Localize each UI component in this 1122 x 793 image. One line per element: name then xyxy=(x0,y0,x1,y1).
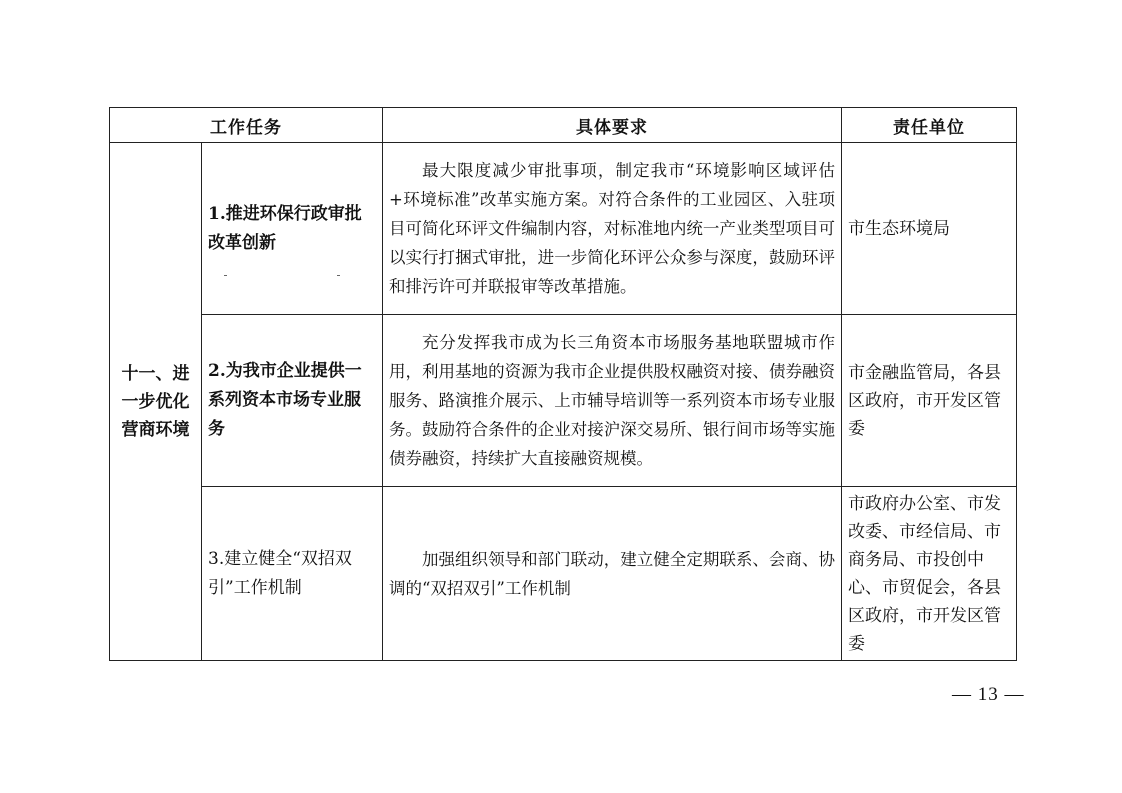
work-task-table xyxy=(109,107,1017,661)
header-requirement: 具体要求 xyxy=(383,108,842,143)
scan-speck xyxy=(337,275,340,276)
table-row xyxy=(110,315,1017,487)
task-cell: 2.为我市企业提供一系列资本市场专业服务 xyxy=(202,315,383,487)
table-row xyxy=(110,143,1017,315)
scan-speck xyxy=(224,275,227,276)
task-cell: 1.推进环保行政审批改革创新 xyxy=(202,143,383,315)
task-cell: 3.建立健全“双招双引”工作机制 xyxy=(202,487,383,661)
unit-cell: 市政府办公室、市发改委、市经信局、市商务局、市投创中心、市贸促会，各县区政府，市开发区管委 xyxy=(842,487,1017,661)
unit-cell: 市金融监管局，各县区政府，市开发区管委 xyxy=(842,315,1017,487)
unit-cell: 市生态环境局 xyxy=(842,143,1017,315)
requirement-cell xyxy=(383,143,842,315)
table-row xyxy=(110,487,1017,661)
category-cell: 十一、进一步优化营商环境 xyxy=(110,143,202,661)
requirement-text: 充分发挥我市成为长三角资本市场服务基地联盟城市作用，利用基地的资源为我市企业提供股权融资对接、债券融资服务、路演推介展示、上市辅导培训等一系列资本市场专业服务。鼓励符合条件的企业对接沪深交易所、银行间市场等实施债券融资，持续扩大直接融资规模。 xyxy=(389,333,835,468)
header-unit: 责任单位 xyxy=(842,108,1017,143)
requirement-text: 加强组织领导和部门联动，建立健全定期联系、会商、协调的“双招双引”工作机制 xyxy=(389,549,835,598)
requirement-text: 最大限度减少审批事项，制定我市“环境影响区域评估+环境标准”改革实施方案。对符合条件的工业园区、入驻项目可简化环评文件编制内容，对标准地内统一产业类型项目可以实行打捆式审批，进一步简化环评公众参与深度，鼓励环评和排污许可并联报审等改革措施。 xyxy=(389,161,835,296)
page-number: — 13 — xyxy=(952,684,1025,705)
requirement-cell xyxy=(383,315,842,487)
header-task: 工作任务 xyxy=(110,108,383,143)
table-header-row xyxy=(110,108,1017,143)
requirement-cell xyxy=(383,487,842,661)
